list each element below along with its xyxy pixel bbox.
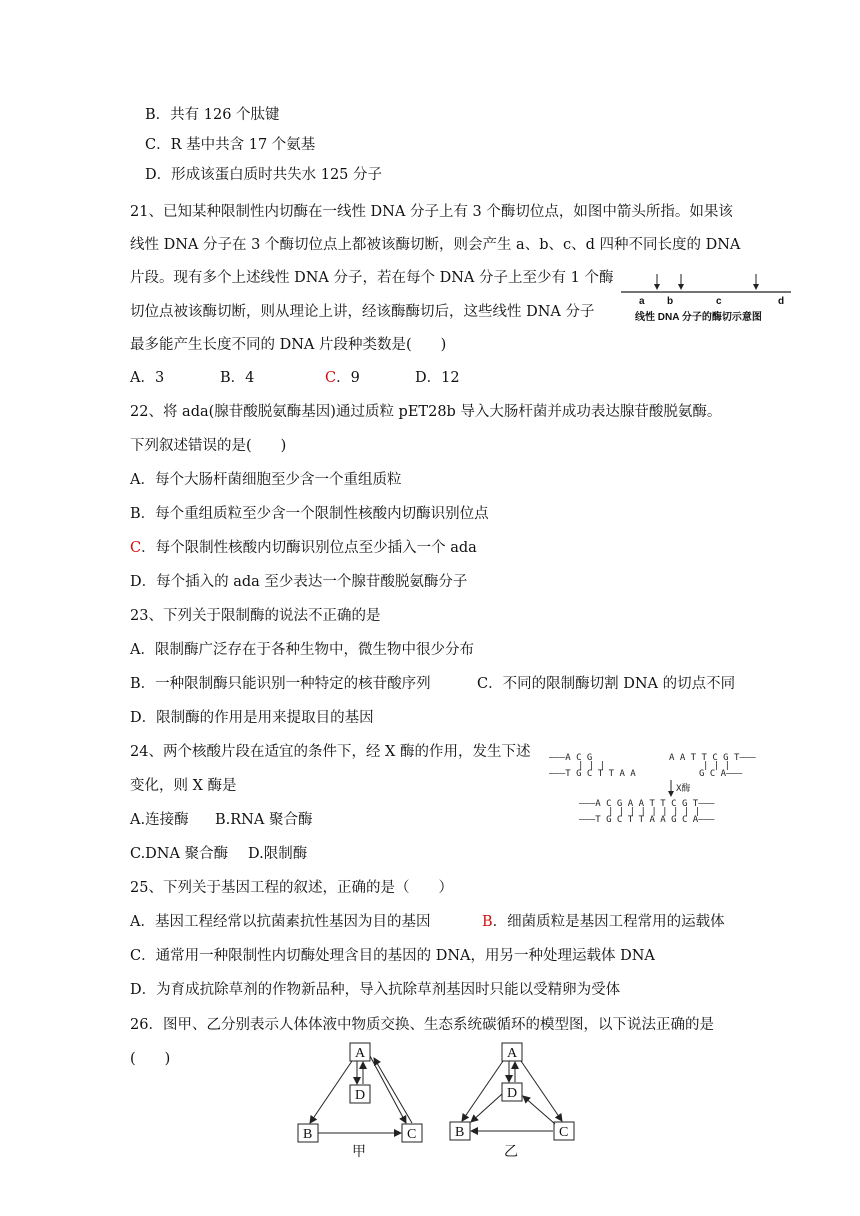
- q22-option-d: D．每个插入的 ada 至少表达一个腺苷酸脱氨酶分子: [130, 574, 468, 590]
- q21-option-b: B．4: [220, 370, 255, 386]
- q22-stem-line2: 下列叙述错误的是( ): [130, 438, 287, 454]
- q24-option-d: D.限制酶: [248, 846, 308, 862]
- q26-stem-line1: 26．图甲、乙分别表示人体体液中物质交换、生态系统碳循环的模型图，以下说法正确的是: [130, 1017, 714, 1033]
- q20-option-c: C．R 基中共含 17 个氨基: [145, 137, 316, 153]
- q21-stem-line3: 片段。现有多个上述线性 DNA 分子，若在每个 DNA 分子上至少有 1 个酶: [130, 270, 614, 286]
- model-diagrams: [290, 1038, 590, 1160]
- fig21-caption: 线性 DNA 分子的酶切示意图: [635, 312, 762, 323]
- q24-option-c: C.DNA 聚合酶: [130, 846, 229, 862]
- q22-answer-letter: C: [130, 540, 142, 556]
- q23-option-b: B．一种限制酶只能识别一种特定的核苷酸序列: [130, 676, 431, 692]
- jia-node-b: B: [303, 1127, 313, 1142]
- jia-label: 甲: [352, 1145, 366, 1160]
- q24-option-a: A.连接酶: [130, 812, 189, 828]
- product-top-strand: ———A C G A A T T C G T———: [579, 799, 715, 809]
- fragment-label-a: a: [639, 296, 645, 307]
- q22-option-b: B．每个重组质粒至少含一个限制性核酸内切酶识别位点: [130, 506, 489, 522]
- fragment-label-d: d: [778, 296, 785, 307]
- jia-node-a: A: [355, 1046, 366, 1061]
- fragment1-bonds: | | |: [578, 761, 606, 771]
- dna-ligation-figure: [545, 750, 785, 830]
- fragment-label-c: c: [716, 296, 722, 307]
- q25-answer-letter: B: [482, 914, 493, 930]
- q24-option-b: B.RNA 聚合酶: [215, 812, 313, 828]
- yi-label: 乙: [504, 1145, 518, 1160]
- reaction-arrow: [668, 780, 674, 797]
- q25-option-b-text: ．细菌质粒是基因工程常用的运载体: [492, 914, 725, 930]
- yi-node-c: C: [559, 1125, 569, 1140]
- q21-option-c-text: ．9: [336, 370, 360, 386]
- cut-arrow-3: [753, 274, 759, 290]
- q23-stem: 23、下列关于限制酶的说法不正确的是: [130, 608, 381, 624]
- q22-option-a: A．每个大肠杆菌细胞至少含一个重组质粒: [130, 472, 402, 488]
- q22-option-c-text: ．每个限制性核酸内切酶识别位点至少插入一个 ada: [141, 540, 477, 556]
- model-yi: [450, 1043, 574, 1160]
- fragment1-bottom-strand: ———T G C T T A A: [549, 769, 636, 779]
- cut-arrow-1: [654, 274, 660, 290]
- q23-option-a: A．限制酶广泛存在于各种生物中，微生物中很少分布: [130, 642, 474, 658]
- q21-option-d: D．12: [415, 370, 460, 386]
- q24-stem-line2: 变化，则 X 酶是: [130, 778, 237, 794]
- fragment2-bonds: | | |: [703, 761, 731, 771]
- q21-stem-line1: 21、已知某种限制性内切酶在一线性 DNA 分子上有 3 个酶切位点，如图中箭头所指。如果该: [130, 204, 733, 220]
- q21-stem-line4: 切位点被该酶切断，则从理论上讲，经该酶酶切后，这些线性 DNA 分子: [130, 304, 595, 320]
- q22-option-c: [130, 538, 477, 558]
- q24-stem-line1: 24、两个核酸片段在适宜的条件下，经 X 酶的作用，发生下述: [130, 744, 531, 760]
- q21-option-a: A．3: [130, 370, 165, 386]
- cut-arrow-2: [678, 274, 684, 290]
- q26-stem-line2: ( ): [130, 1051, 171, 1067]
- fragment-label-b: b: [667, 296, 674, 307]
- q25-stem: 25、下列关于基因工程的叙述，正确的是（ ）: [130, 880, 453, 896]
- q25-option-d: D．为育成抗除草剂的作物新品种，导入抗除草剂基因时只能以受精卵为受体: [130, 982, 621, 998]
- q25-option-a: A．基因工程经常以抗菌素抗性基因为目的基因: [130, 914, 431, 930]
- q20-option-d: D．形成该蛋白质时共失水 125 分子: [145, 167, 383, 183]
- q21-stem-line2: 线性 DNA 分子在 3 个酶切位点上都被该酶切断，则会产生 a、b、c、d 四种不同长度的 DNA: [130, 237, 741, 253]
- enzyme-label: X酶: [676, 784, 691, 794]
- jia-node-c: C: [407, 1127, 417, 1142]
- jia-node-d: D: [355, 1088, 366, 1103]
- q25-option-c: C．通常用一种限制性内切酶处理含目的基因的 DNA，用另一种处理运载体 DNA: [130, 948, 655, 964]
- q22-stem-line1: 22、将 ada(腺苷酸脱氨酶基因)通过质粒 pET28b 导入大肠杆菌并成功表达腺苷酸脱氨酶。: [130, 404, 722, 420]
- q23-option-d: D．限制酶的作用是用来提取目的基因: [130, 710, 374, 726]
- q21-answer-letter: C: [325, 370, 337, 386]
- fragment1-top-strand: ———A C G: [549, 753, 593, 763]
- yi-node-b: B: [455, 1125, 465, 1140]
- dna-restriction-figure: [615, 272, 795, 328]
- q25-option-b: [482, 912, 725, 932]
- product-bottom-strand: ———T G C T T A A G C A———: [579, 815, 715, 825]
- fragment2-bottom-strand: G C A———: [699, 769, 743, 779]
- model-jia: [298, 1043, 422, 1160]
- yi-node-d: D: [507, 1086, 518, 1101]
- product-bonds: | | | | | | | | |: [608, 807, 701, 817]
- q23-option-c: C．不同的限制酶切割 DNA 的切点不同: [477, 676, 736, 692]
- q21-stem-line5: 最多能产生长度不同的 DNA 片段种类数是( ): [130, 337, 447, 353]
- fragment2-top-strand: A A T T C G T———: [669, 753, 756, 763]
- yi-node-a: A: [507, 1046, 518, 1061]
- q20-option-b: B．共有 126 个肽键: [145, 107, 280, 123]
- q21-option-c: [325, 368, 360, 388]
